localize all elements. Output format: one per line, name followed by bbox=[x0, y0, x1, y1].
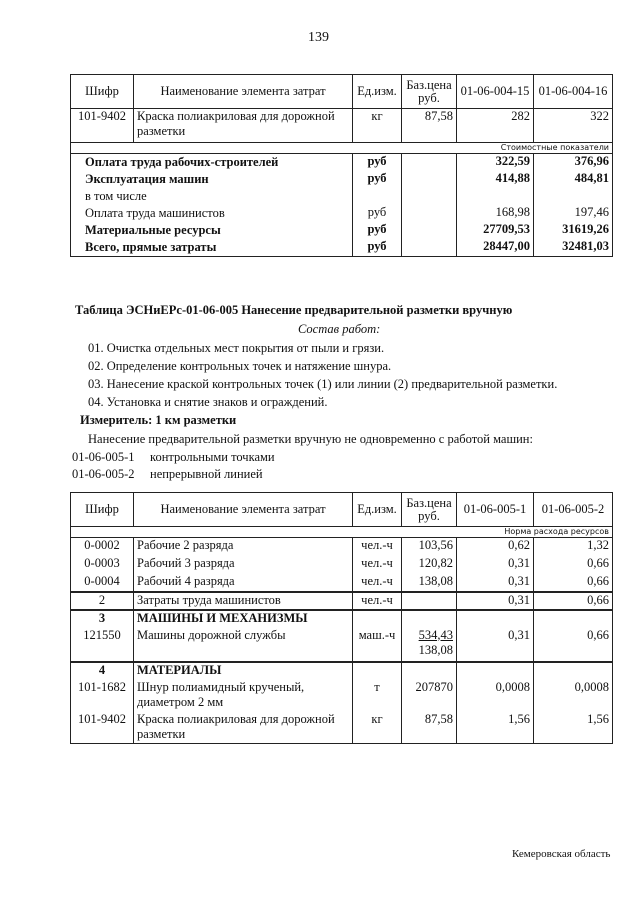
value-1: 168,98 bbox=[457, 205, 534, 222]
cost-name: Эксплуатация машин bbox=[71, 171, 353, 188]
value-1: 0,31 bbox=[457, 592, 534, 610]
unit bbox=[353, 610, 402, 628]
code: 2 bbox=[71, 592, 134, 610]
value-2: 32481,03 bbox=[534, 239, 613, 257]
value-2: 0,66 bbox=[534, 574, 613, 592]
resource-row bbox=[71, 712, 613, 744]
header-name: Наименование элемента затрат bbox=[134, 75, 353, 109]
cost-unit: руб bbox=[353, 171, 402, 188]
subheader: Стоимостные показатели bbox=[71, 143, 613, 154]
cost-name: Материальные ресурсы bbox=[71, 222, 353, 239]
value-2 bbox=[534, 610, 613, 628]
price: 87,58 bbox=[402, 109, 457, 143]
value-1: 0,31 bbox=[457, 574, 534, 592]
value-2: 0,66 bbox=[534, 556, 613, 574]
value-2: 484,81 bbox=[534, 171, 613, 188]
price: 207870 bbox=[402, 680, 457, 712]
empty-cell bbox=[402, 239, 457, 257]
value-1 bbox=[457, 188, 534, 205]
name: Шнур полиамидный крученый, диаметром 2 мм bbox=[134, 680, 353, 712]
name: Рабочий 4 разряда bbox=[134, 574, 353, 592]
resource-table-2 bbox=[70, 492, 613, 744]
code: 101-9402 bbox=[71, 712, 134, 744]
name: Рабочие 2 разряда bbox=[134, 538, 353, 556]
value-1: 0,31 bbox=[457, 628, 534, 662]
resource-row bbox=[71, 628, 613, 662]
code: 0-0004 bbox=[71, 574, 134, 592]
variant-code: 01-06-005-1 bbox=[72, 450, 135, 464]
value-1: 0,62 bbox=[457, 538, 534, 556]
header-col2: 01-06-004-16 bbox=[534, 75, 613, 109]
header-col1: 01-06-004-15 bbox=[457, 75, 534, 109]
value-2: 376,96 bbox=[534, 154, 613, 172]
empty-cell bbox=[402, 154, 457, 172]
value-1: 28447,00 bbox=[457, 239, 534, 257]
value-1 bbox=[457, 610, 534, 628]
unit: кг bbox=[353, 109, 402, 143]
work-item: 02. Определение контрольных точек и натяжение шнура. bbox=[88, 359, 392, 373]
name: Машины дорожной службы bbox=[134, 628, 353, 662]
cost-name: Всего, прямые затраты bbox=[71, 239, 353, 257]
empty-cell bbox=[402, 222, 457, 239]
value-1: 0,0008 bbox=[457, 680, 534, 712]
price: 138,08 bbox=[402, 574, 457, 592]
value-2: 0,0008 bbox=[534, 680, 613, 712]
value-2 bbox=[534, 662, 613, 680]
unit bbox=[353, 662, 402, 680]
header-col1: 01-06-005-1 bbox=[457, 493, 534, 527]
resource-row bbox=[71, 662, 613, 680]
value-1: 414,88 bbox=[457, 171, 534, 188]
price bbox=[402, 662, 457, 680]
price: 120,82 bbox=[402, 556, 457, 574]
value-2 bbox=[534, 188, 613, 205]
code: 3 bbox=[71, 610, 134, 628]
value-1: 0,31 bbox=[457, 556, 534, 574]
resource-row bbox=[71, 556, 613, 574]
cost-row bbox=[71, 154, 613, 172]
cost-unit: руб bbox=[353, 205, 402, 222]
variant-text: контрольными точками bbox=[150, 450, 275, 464]
cost-row bbox=[71, 171, 613, 188]
price bbox=[402, 628, 457, 662]
header-unit: Ед.изм. bbox=[353, 75, 402, 109]
name: МАТЕРИАЛЫ bbox=[134, 662, 353, 680]
code: 101-9402 bbox=[71, 109, 134, 143]
cost-unit: руб bbox=[353, 239, 402, 257]
header-name: Наименование элемента затрат bbox=[134, 493, 353, 527]
unit: чел.-ч bbox=[353, 574, 402, 592]
unit: чел.-ч bbox=[353, 592, 402, 610]
cost-unit: руб bbox=[353, 222, 402, 239]
price: 103,56 bbox=[402, 538, 457, 556]
name: МАШИНЫ И МЕХАНИЗМЫ bbox=[134, 610, 353, 628]
cost-unit: руб bbox=[353, 154, 402, 172]
cost-row bbox=[71, 205, 613, 222]
footer-region: Кемеровская область bbox=[512, 848, 611, 860]
name: Краска полиакриловая для дорожной разметки bbox=[134, 712, 353, 744]
works-heading: Состав работ: bbox=[298, 322, 381, 336]
cost-name: в том числе bbox=[71, 188, 353, 205]
code: 4 bbox=[71, 662, 134, 680]
cost-row bbox=[71, 188, 613, 205]
value-2: 0,66 bbox=[534, 592, 613, 610]
value-1: 27709,53 bbox=[457, 222, 534, 239]
name: Рабочий 3 разряда bbox=[134, 556, 353, 574]
code: 121550 bbox=[71, 628, 134, 662]
price-numerator: 534,43 bbox=[418, 627, 453, 642]
cost-name: Оплата труда рабочих-строителей bbox=[71, 154, 353, 172]
value-2: 322 bbox=[534, 109, 613, 143]
header-price: Баз.цена руб. bbox=[402, 75, 457, 109]
value-1: 1,56 bbox=[457, 712, 534, 744]
code: 0-0002 bbox=[71, 538, 134, 556]
cost-row bbox=[71, 239, 613, 257]
unit: кг bbox=[353, 712, 402, 744]
resource-row bbox=[71, 538, 613, 556]
resource-row bbox=[71, 680, 613, 712]
price: 87,58 bbox=[402, 712, 457, 744]
page-number: 139 bbox=[308, 30, 329, 45]
work-item: 03. Нанесение краской контрольных точек (1) или линии (2) предварительной разметки. bbox=[88, 377, 558, 391]
subheader: Норма расхода ресурсов bbox=[71, 527, 613, 538]
code: 0-0003 bbox=[71, 556, 134, 574]
unit: т bbox=[353, 680, 402, 712]
cost-table-1 bbox=[70, 74, 613, 257]
description: Нанесение предварительной разметки вручную не одновременно с работой машин: bbox=[88, 432, 533, 446]
header-code: Шифр bbox=[71, 493, 134, 527]
table-title: Таблица ЭСНиЕРс-01-06-005 Нанесение предварительной разметки вручную bbox=[75, 303, 513, 317]
meter: Измеритель: 1 км разметки bbox=[80, 413, 237, 427]
name: Затраты труда машинистов bbox=[134, 592, 353, 610]
unit: чел.-ч bbox=[353, 556, 402, 574]
price-denominator: 138,08 bbox=[418, 642, 453, 657]
code: 101-1682 bbox=[71, 680, 134, 712]
header-price: Баз.цена руб. bbox=[402, 493, 457, 527]
value-2: 0,66 bbox=[534, 628, 613, 662]
value-2: 1,56 bbox=[534, 712, 613, 744]
empty-cell bbox=[402, 205, 457, 222]
name: Краска полиакриловая для дорожной разметки bbox=[134, 109, 353, 143]
value-1 bbox=[457, 662, 534, 680]
value-2: 1,32 bbox=[534, 538, 613, 556]
variant-code: 01-06-005-2 bbox=[72, 467, 135, 481]
price bbox=[402, 610, 457, 628]
resource-row bbox=[71, 610, 613, 628]
work-item: 04. Установка и снятие знаков и ограждений. bbox=[88, 395, 328, 409]
resource-row bbox=[71, 574, 613, 592]
price bbox=[402, 592, 457, 610]
cost-name: Оплата труда машинистов bbox=[71, 205, 353, 222]
variant-text: непрерывной линией bbox=[150, 467, 263, 481]
unit: чел.-ч bbox=[353, 538, 402, 556]
value-1: 282 bbox=[457, 109, 534, 143]
header-unit: Ед.изм. bbox=[353, 493, 402, 527]
empty-cell bbox=[402, 188, 457, 205]
empty-cell bbox=[402, 171, 457, 188]
header-col2: 01-06-005-2 bbox=[534, 493, 613, 527]
value-2: 197,46 bbox=[534, 205, 613, 222]
cost-row bbox=[71, 222, 613, 239]
header-code: Шифр bbox=[71, 75, 134, 109]
work-item: 01. Очистка отдельных мест покрытия от пыли и грязи. bbox=[88, 341, 385, 355]
value-2: 31619,26 bbox=[534, 222, 613, 239]
unit: маш.-ч bbox=[353, 628, 402, 662]
value-1: 322,59 bbox=[457, 154, 534, 172]
resource-row bbox=[71, 592, 613, 610]
cost-unit bbox=[353, 188, 402, 205]
